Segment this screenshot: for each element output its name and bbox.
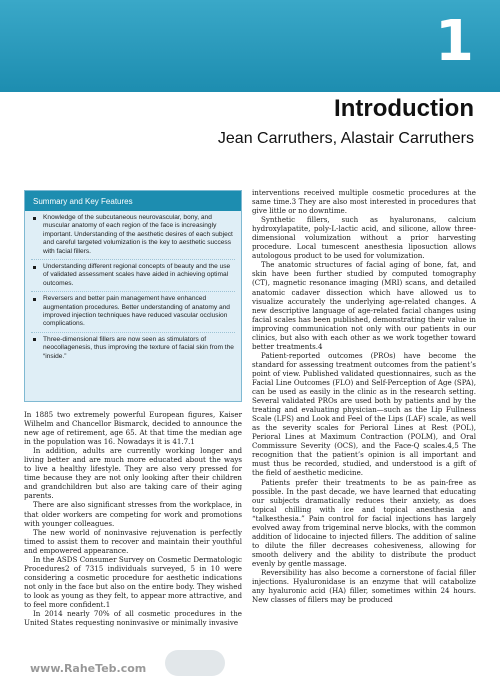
summary-list <box>25 211 241 364</box>
chapter-number: 1 <box>435 9 474 74</box>
body-paragraph: There are also significant stresses from the workplace, in that older workers are competing for work and promotions with younger colleagues. <box>24 500 242 528</box>
watermark-logo <box>165 650 225 676</box>
summary-heading: Summary and Key Features <box>25 191 241 211</box>
summary-item: Understanding different regional concepts of beauty and the use of validated assessment scales have aided in achieving optimal outcomes. <box>31 263 235 292</box>
summary-item: Reversers and better pain management have enhanced augmentation procedures. Better understanding of anatomy and improved injection techniques have reduced vascular occlusion complications. <box>31 295 235 333</box>
body-paragraph: In 2014 nearly 70% of all cosmetic procedures in the United States requesting noninvasive or minimally invasive <box>24 609 242 628</box>
chapter-authors: Jean Carruthers, Alastair Carruthers <box>217 130 474 147</box>
body-paragraph: Reversibility has also become a cornerstone of facial filler injections. Hyaluronidase is an enzyme that will catabolize any hyaluronic acid (HA) filler, sometimes within 24 hours. New classes of fillers may be produced <box>252 567 476 605</box>
left-text-column <box>24 410 242 627</box>
body-paragraph: Synthetic fillers, such as hyaluronans, calcium hydroxylapatite, poly-L-lactic acid, and silicone, allow three-dimensional volumization without a prior harvesting procedure. Local tumescent anesthesia liposuction allows autologous product to be used for volumization. <box>252 215 476 261</box>
body-paragraph: In 1885 two extremely powerful European figures, Kaiser Wilhelm and Chancellor Bismarck, decided to announce the new age of retirement, age 65. At that time the median age in the population was 16. Nowadays it is 41.7.1 <box>24 410 242 447</box>
summary-box <box>24 190 242 402</box>
watermark-url[interactable]: www.RaheTeb.com <box>30 662 147 675</box>
body-paragraph: In addition, adults are currently working longer and living better and are much more educated about the ways to live a healthy lifestyle. They are also very pressed for time because they are not only looking after their children and grandchildren but also are taking care of their aging parents. <box>24 446 242 501</box>
chapter-header-band <box>0 0 500 92</box>
chapter-title: Introduction <box>334 95 474 122</box>
summary-item: Knowledge of the subcutaneous neurovascular, bony, and muscular anatomy of each region of the face is increasingly important. Understanding of the aesthetic desires of each subject and careful targeted volumization is the key to aesthetic success with facial fillers. <box>31 214 235 260</box>
body-paragraph: Patients prefer their treatments to be as pain-free as possible. In the past decade, we have learned that educating our subjects dramatically reduces their anxiety, as does topical chilling with ice and topical anesthesia and “talkesthesia.” Pain control for facial injections has largely evolved away from trigeminal nerve blocks, with the common addition of lidocaine to injected fillers. The addition of saline to dilute the filler decreases cohesiveness, allowing for smooth delivery and the ability to distribute the product evenly by gentle massage. <box>252 477 476 568</box>
right-text-column <box>252 188 476 604</box>
body-paragraph: In the ASDS Consumer Survey on Cosmetic Dermatologic Procedures2 of 7315 individuals surveyed, 5 in 10 were considering a cosmetic procedure for aesthetic indications not only in the face but also on the entire body. They wished to look as young as they felt, to appear more attractive, and to feel more confident.1 <box>24 554 242 609</box>
summary-item: Three-dimensional fillers are now seen as stimulators of neocollagenesis, thus improving the texture of facial skin from the “inside.” <box>31 336 235 364</box>
body-paragraph: Patient-reported outcomes (PROs) have become the standard for assessing treatment outcomes from the patient’s point of view. Published validated questionnaires, such as the Facial Line Outcomes (FLO) and Self-Perception of Age (SPA), can be used as easily in the clinic as in the research setting. Several validated PROs are used both by patients and by the treating and evaluating physician—such as the Lip Fullness Scale (LFS) and Look and Feel of the Lips (LAF) scale, as well as the severity scales for Perioral Lines at Rest (POL), Perioral Lines at Maximum Contraction (POLM), and Oral Commissure Severity (OCS), and the Face-Q scales.4,5 The recognition that the patient’s opinion is all important and must thus be recorded, studied, and understood is a gift of the field of aesthetic medicine. <box>252 350 476 478</box>
body-paragraph: interventions received multiple cosmetic procedures at the same time.3 They are also most interested in procedures that give little or no downtime. <box>252 188 476 216</box>
body-paragraph: The anatomic structures of facial aging of bone, fat, and skin have been further studied by computed tomography (CT), magnetic resonance imaging (MRI) scans, and detailed anatomic cadaver dissection which have allowed us to visualize accurately the underlying age-related changes. A new descriptive language of age-related facial changes using facial scales has been published, demonstrating their value in improving communication not only with our patients in our clinics, but also with each other as we work together toward better treatments.4 <box>252 260 476 351</box>
body-paragraph: The new world of noninvasive rejuvenation is perfectly timed to assist them to recover and maintain their youthful and empowered appearance. <box>24 527 242 555</box>
